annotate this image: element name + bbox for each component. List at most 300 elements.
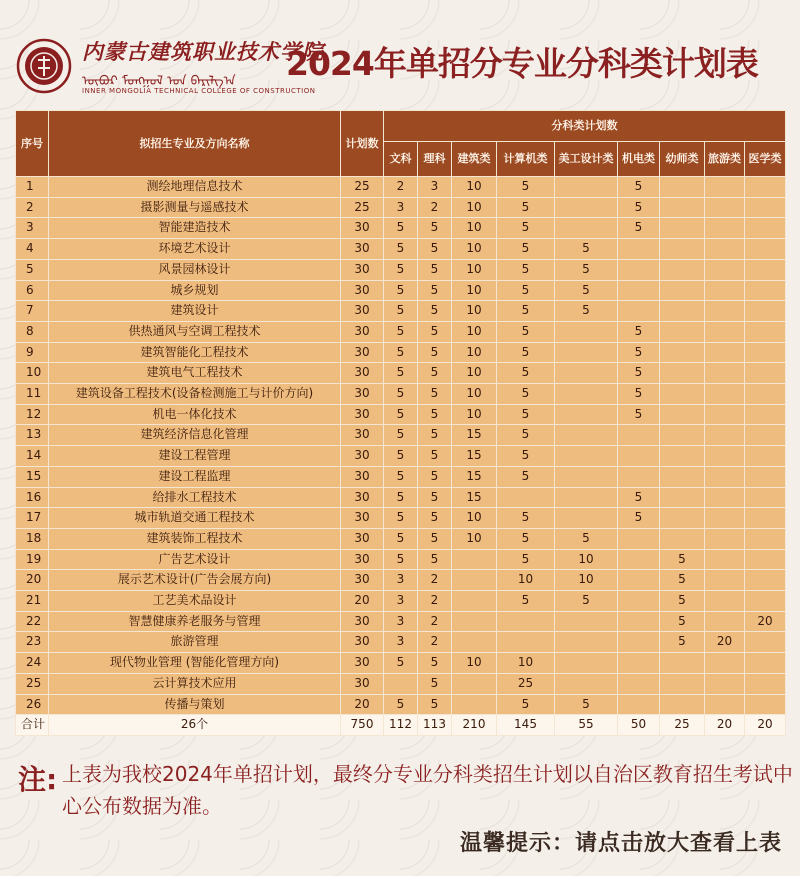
row-category-value	[497, 487, 555, 508]
row-major-name: 建设工程监理	[49, 466, 341, 487]
row-plan: 30	[341, 218, 384, 239]
header-category: 计算机类	[497, 142, 555, 177]
row-category-value	[705, 466, 745, 487]
row-category-value: 5	[618, 384, 660, 405]
row-category-value: 10	[452, 508, 497, 529]
row-category-value	[745, 177, 786, 198]
row-category-value	[618, 653, 660, 674]
row-plan: 30	[341, 404, 384, 425]
header-category: 建筑类	[452, 142, 497, 177]
total-count: 26个	[49, 715, 341, 736]
table-row	[16, 673, 786, 694]
table-row	[16, 466, 786, 487]
row-category-value: 5	[497, 218, 555, 239]
row-plan: 30	[341, 301, 384, 322]
row-major-name: 城市轨道交通工程技术	[49, 508, 341, 529]
row-category-value: 5	[418, 528, 452, 549]
row-seq: 2	[16, 197, 49, 218]
row-major-name: 建筑设计	[49, 301, 341, 322]
row-category-value	[660, 384, 705, 405]
row-category-value: 5	[497, 425, 555, 446]
row-category-value: 2	[418, 611, 452, 632]
row-category-value: 5	[497, 280, 555, 301]
row-major-name: 工艺美术品设计	[49, 591, 341, 612]
row-category-value: 10	[452, 259, 497, 280]
row-category-value: 25	[497, 673, 555, 694]
row-category-value: 5	[497, 446, 555, 467]
table-row	[16, 197, 786, 218]
row-category-value: 20	[705, 632, 745, 653]
row-plan: 30	[341, 425, 384, 446]
row-category-value	[745, 218, 786, 239]
row-category-value	[705, 239, 745, 260]
row-major-name: 风景园林设计	[49, 259, 341, 280]
row-plan: 30	[341, 321, 384, 342]
row-category-value	[745, 591, 786, 612]
row-category-value	[452, 611, 497, 632]
row-seq: 7	[16, 301, 49, 322]
row-category-value	[745, 321, 786, 342]
note-mark: 注:	[18, 763, 58, 796]
row-category-value	[705, 301, 745, 322]
row-category-value	[555, 404, 618, 425]
header-category: 文科	[384, 142, 418, 177]
row-seq: 10	[16, 363, 49, 384]
header-plan: 计划数	[341, 111, 384, 177]
table-row	[16, 549, 786, 570]
row-category-value: 10	[452, 384, 497, 405]
row-seq: 23	[16, 632, 49, 653]
table-row	[16, 591, 786, 612]
row-category-value	[745, 653, 786, 674]
row-category-value	[618, 694, 660, 715]
row-major-name: 建筑设备工程技术(设备检测施工与计价方向)	[49, 384, 341, 405]
row-plan: 25	[341, 197, 384, 218]
row-category-value: 2	[418, 632, 452, 653]
row-category-value	[705, 487, 745, 508]
row-category-value	[555, 384, 618, 405]
row-seq: 11	[16, 384, 49, 405]
row-category-value	[660, 487, 705, 508]
row-major-name: 智慧健康养老服务与管理	[49, 611, 341, 632]
row-category-value	[452, 632, 497, 653]
row-category-value: 3	[384, 591, 418, 612]
row-major-name: 城乡规划	[49, 280, 341, 301]
row-plan: 30	[341, 570, 384, 591]
row-category-value: 5	[418, 301, 452, 322]
row-category-value: 5	[497, 528, 555, 549]
row-category-value: 5	[384, 363, 418, 384]
row-category-value: 5	[418, 653, 452, 674]
header-category: 机电类	[618, 142, 660, 177]
row-category-value: 10	[555, 549, 618, 570]
row-category-value	[705, 280, 745, 301]
row-category-value: 5	[660, 632, 705, 653]
table-row	[16, 653, 786, 674]
row-category-value: 5	[418, 508, 452, 529]
table-row	[16, 446, 786, 467]
school-logo-icon	[16, 38, 72, 94]
row-category-value	[745, 384, 786, 405]
row-category-value	[618, 673, 660, 694]
row-category-value: 10	[452, 280, 497, 301]
row-category-value	[660, 673, 705, 694]
row-category-value: 5	[384, 694, 418, 715]
row-category-value: 3	[384, 570, 418, 591]
row-seq: 14	[16, 446, 49, 467]
row-category-value	[618, 239, 660, 260]
row-category-value: 5	[497, 591, 555, 612]
row-plan: 30	[341, 446, 384, 467]
row-plan: 30	[341, 384, 384, 405]
row-seq: 12	[16, 404, 49, 425]
row-category-value	[745, 673, 786, 694]
row-category-value: 5	[497, 404, 555, 425]
table-row	[16, 239, 786, 260]
row-category-value	[660, 694, 705, 715]
row-category-value	[745, 487, 786, 508]
row-category-value	[660, 528, 705, 549]
row-category-value	[705, 197, 745, 218]
row-category-value: 5	[660, 611, 705, 632]
row-category-value	[705, 218, 745, 239]
row-category-value: 5	[555, 528, 618, 549]
row-category-value: 15	[452, 446, 497, 467]
row-category-value	[745, 466, 786, 487]
row-category-value	[745, 197, 786, 218]
row-category-value: 5	[497, 177, 555, 198]
row-category-value	[705, 694, 745, 715]
row-category-value: 5	[384, 384, 418, 405]
row-major-name: 广告艺术设计	[49, 549, 341, 570]
row-seq: 22	[16, 611, 49, 632]
row-category-value: 5	[384, 301, 418, 322]
row-category-value	[745, 446, 786, 467]
plan-table	[15, 110, 786, 736]
row-major-name: 摄影测量与遥感技术	[49, 197, 341, 218]
row-category-value	[745, 301, 786, 322]
row-category-value	[705, 591, 745, 612]
table-row	[16, 632, 786, 653]
row-major-name: 机电一体化技术	[49, 404, 341, 425]
row-category-value	[555, 487, 618, 508]
row-category-value: 10	[452, 528, 497, 549]
row-plan: 30	[341, 466, 384, 487]
row-plan: 30	[341, 673, 384, 694]
row-major-name: 云计算技术应用	[49, 673, 341, 694]
row-seq: 16	[16, 487, 49, 508]
row-major-name: 测绘地理信息技术	[49, 177, 341, 198]
row-category-value: 5	[418, 259, 452, 280]
row-category-value	[497, 611, 555, 632]
row-category-value	[660, 218, 705, 239]
row-category-value: 5	[497, 342, 555, 363]
row-plan: 20	[341, 694, 384, 715]
table-row	[16, 611, 786, 632]
total-label: 合计	[16, 715, 49, 736]
row-seq: 3	[16, 218, 49, 239]
row-category-value	[660, 301, 705, 322]
row-category-value	[618, 549, 660, 570]
row-category-value: 5	[555, 259, 618, 280]
row-category-value: 5	[497, 508, 555, 529]
row-seq: 18	[16, 528, 49, 549]
row-category-value	[452, 591, 497, 612]
table-row	[16, 301, 786, 322]
row-category-value	[618, 301, 660, 322]
header-category: 医学类	[745, 142, 786, 177]
row-category-value	[452, 673, 497, 694]
row-category-value: 5	[660, 549, 705, 570]
row-plan: 20	[341, 591, 384, 612]
header-seq: 序号	[16, 111, 49, 177]
header-category: 理科	[418, 142, 452, 177]
row-category-value: 5	[497, 694, 555, 715]
table-row	[16, 321, 786, 342]
row-category-value	[705, 321, 745, 342]
row-category-value	[660, 653, 705, 674]
row-plan: 30	[341, 611, 384, 632]
row-category-value: 5	[384, 466, 418, 487]
row-category-value	[745, 363, 786, 384]
table-row	[16, 694, 786, 715]
row-category-value	[555, 653, 618, 674]
school-name-mongolian: ᠦᠪᠦᠷ ᠮᠣᠩᠭᠣᠯ ᠤᠨ ᠪᠠᠷᠢᠯᠭ᠎ᠠ	[82, 74, 236, 89]
row-category-value	[705, 446, 745, 467]
table-row	[16, 280, 786, 301]
zoom-tip: 温馨提示：请点击放大查看上表	[459, 831, 782, 856]
row-category-value: 5	[384, 280, 418, 301]
row-category-value	[555, 508, 618, 529]
row-category-value	[555, 425, 618, 446]
row-seq: 21	[16, 591, 49, 612]
table-row	[16, 363, 786, 384]
total-cell: 50	[618, 715, 660, 736]
row-plan: 25	[341, 177, 384, 198]
row-category-value: 10	[452, 239, 497, 260]
row-category-value	[745, 570, 786, 591]
row-category-value: 5	[384, 425, 418, 446]
header-category: 美工设计类	[555, 142, 618, 177]
row-category-value: 5	[555, 301, 618, 322]
row-plan: 30	[341, 342, 384, 363]
row-category-value: 5	[418, 280, 452, 301]
total-cell: 25	[660, 715, 705, 736]
row-category-value: 5	[497, 363, 555, 384]
row-category-value: 5	[384, 259, 418, 280]
row-category-value	[660, 239, 705, 260]
row-category-value: 5	[418, 384, 452, 405]
row-category-value	[555, 218, 618, 239]
row-category-value: 3	[384, 611, 418, 632]
row-category-value	[745, 259, 786, 280]
row-category-value: 5	[497, 301, 555, 322]
row-major-name: 传播与策划	[49, 694, 341, 715]
row-category-value	[618, 528, 660, 549]
row-category-value: 5	[618, 321, 660, 342]
row-major-name: 环境艺术设计	[49, 239, 341, 260]
row-major-name: 给排水工程技术	[49, 487, 341, 508]
row-category-value	[745, 280, 786, 301]
row-seq: 4	[16, 239, 49, 260]
table-row	[16, 487, 786, 508]
row-category-value: 5	[555, 694, 618, 715]
row-category-value: 5	[555, 239, 618, 260]
table-row	[16, 528, 786, 549]
row-category-value	[555, 611, 618, 632]
row-category-value	[745, 528, 786, 549]
row-category-value	[555, 197, 618, 218]
row-category-value: 5	[384, 653, 418, 674]
row-category-value: 2	[418, 591, 452, 612]
total-cell: 112	[384, 715, 418, 736]
row-category-value: 5	[384, 342, 418, 363]
row-category-value	[660, 177, 705, 198]
row-category-value: 5	[384, 218, 418, 239]
row-category-value	[705, 549, 745, 570]
row-category-value: 10	[452, 404, 497, 425]
row-seq: 5	[16, 259, 49, 280]
school-name-en: INNER MONGOLIA TECHNICAL COLLEGE OF CONSTRUCTION	[82, 87, 316, 95]
row-category-value	[660, 280, 705, 301]
row-category-value: 5	[418, 425, 452, 446]
row-category-value	[618, 280, 660, 301]
row-category-value: 5	[418, 239, 452, 260]
row-category-value	[705, 384, 745, 405]
row-category-value	[384, 673, 418, 694]
row-major-name: 供热通风与空调工程技术	[49, 321, 341, 342]
row-category-value	[745, 239, 786, 260]
header-category: 幼师类	[660, 142, 705, 177]
row-plan: 30	[341, 280, 384, 301]
row-seq: 15	[16, 466, 49, 487]
row-category-value	[705, 363, 745, 384]
row-category-value: 5	[418, 363, 452, 384]
row-category-value: 15	[452, 487, 497, 508]
row-category-value: 5	[418, 404, 452, 425]
row-major-name: 智能建造技术	[49, 218, 341, 239]
row-category-value: 5	[618, 404, 660, 425]
row-category-value	[705, 259, 745, 280]
row-plan: 30	[341, 632, 384, 653]
row-category-value	[745, 404, 786, 425]
row-category-value: 5	[418, 446, 452, 467]
row-category-value: 3	[418, 177, 452, 198]
header	[10, 26, 790, 104]
row-major-name: 建设工程管理	[49, 446, 341, 467]
row-category-value: 10	[555, 570, 618, 591]
note-text: 上表为我校2024年单招计划，最终分专业分科类招生计划以自治区教育招生考试中心公布数据为准。	[62, 762, 793, 818]
row-category-value	[745, 508, 786, 529]
row-category-value: 5	[497, 197, 555, 218]
row-seq: 1	[16, 177, 49, 198]
row-category-value: 5	[497, 321, 555, 342]
row-major-name: 旅游管理	[49, 632, 341, 653]
row-category-value: 5	[618, 177, 660, 198]
row-category-value	[618, 632, 660, 653]
row-category-value	[555, 446, 618, 467]
row-category-value: 3	[384, 197, 418, 218]
row-category-value	[745, 342, 786, 363]
row-category-value: 2	[418, 570, 452, 591]
header-name: 拟招生专业及方向名称	[49, 111, 341, 177]
row-category-value	[555, 321, 618, 342]
row-category-value	[660, 321, 705, 342]
row-category-value: 5	[497, 239, 555, 260]
total-row	[16, 715, 786, 736]
row-category-value: 2	[418, 197, 452, 218]
row-category-value	[705, 611, 745, 632]
row-category-value	[452, 570, 497, 591]
row-category-value	[618, 446, 660, 467]
row-category-value	[618, 591, 660, 612]
row-category-value: 5	[384, 549, 418, 570]
table-row	[16, 342, 786, 363]
row-plan: 30	[341, 549, 384, 570]
row-category-value	[618, 611, 660, 632]
row-major-name: 现代物业管理 (智能化管理方向)	[49, 653, 341, 674]
row-seq: 9	[16, 342, 49, 363]
row-category-value: 3	[384, 632, 418, 653]
row-category-value	[660, 446, 705, 467]
plan-table-container	[15, 110, 785, 736]
row-seq: 17	[16, 508, 49, 529]
table-row	[16, 177, 786, 198]
row-category-value: 5	[660, 570, 705, 591]
row-category-value: 5	[384, 528, 418, 549]
total-cell: 210	[452, 715, 497, 736]
row-category-value: 5	[418, 487, 452, 508]
row-category-value	[555, 673, 618, 694]
row-category-value: 5	[384, 508, 418, 529]
row-category-value	[705, 342, 745, 363]
row-category-value: 5	[618, 342, 660, 363]
row-category-value: 10	[497, 570, 555, 591]
row-category-value: 5	[418, 218, 452, 239]
row-category-value: 5	[618, 218, 660, 239]
row-category-value	[705, 528, 745, 549]
total-cell: 20	[705, 715, 745, 736]
row-major-name: 展示艺术设计(广告会展方向)	[49, 570, 341, 591]
row-category-value: 10	[497, 653, 555, 674]
row-seq: 6	[16, 280, 49, 301]
row-category-value: 5	[384, 239, 418, 260]
row-category-value: 5	[418, 342, 452, 363]
row-category-value	[618, 466, 660, 487]
row-category-value	[705, 653, 745, 674]
row-category-value	[745, 549, 786, 570]
row-category-value	[660, 466, 705, 487]
row-seq: 26	[16, 694, 49, 715]
table-row	[16, 384, 786, 405]
row-category-value: 20	[745, 611, 786, 632]
row-category-value	[660, 404, 705, 425]
row-category-value: 5	[555, 591, 618, 612]
row-category-value: 5	[384, 446, 418, 467]
total-cell: 20	[745, 715, 786, 736]
table-row	[16, 570, 786, 591]
header-category: 旅游类	[705, 142, 745, 177]
table-row	[16, 508, 786, 529]
total-cell: 55	[555, 715, 618, 736]
total-cell: 113	[418, 715, 452, 736]
row-category-value	[555, 632, 618, 653]
row-category-value	[555, 466, 618, 487]
row-seq: 13	[16, 425, 49, 446]
row-category-value: 10	[452, 321, 497, 342]
header-group: 分科类计划数	[384, 111, 786, 142]
row-category-value	[618, 570, 660, 591]
